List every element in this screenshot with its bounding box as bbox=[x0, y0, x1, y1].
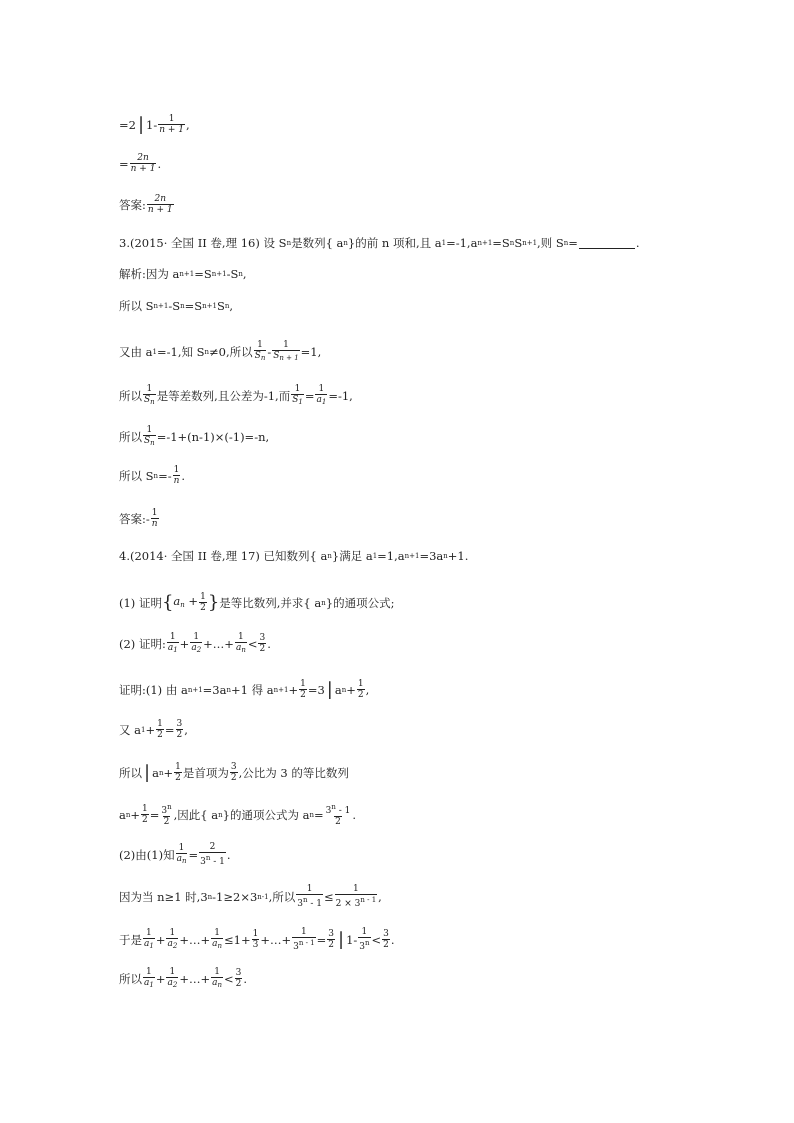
denominator: $a_1$ bbox=[167, 643, 178, 654]
text: =1,a bbox=[377, 549, 405, 563]
denominator: $a_2$ bbox=[167, 978, 178, 989]
therefore-line-4: 所以 S n =- $\frac{1}{n}$ . bbox=[119, 465, 186, 486]
brace: } bbox=[207, 591, 220, 613]
denominator: n bbox=[151, 519, 158, 529]
numerator: 1 bbox=[318, 384, 325, 394]
text: 因为当 n≥1 时,3 bbox=[119, 889, 208, 904]
numerator: 3 bbox=[259, 633, 266, 643]
fraction bbox=[258, 633, 266, 654]
text: + bbox=[346, 682, 356, 697]
text: =-1,知 S bbox=[156, 344, 205, 359]
numerator: 3 bbox=[176, 719, 183, 729]
text: . bbox=[267, 636, 271, 651]
numerator: 2n bbox=[154, 194, 167, 204]
text: a bbox=[119, 807, 126, 822]
text: +1 得 a bbox=[231, 682, 274, 697]
denominator: $S_{n + 1}$ bbox=[273, 351, 299, 362]
text: = bbox=[304, 388, 315, 403]
fraction bbox=[254, 340, 267, 363]
text: =S bbox=[194, 267, 212, 281]
text: = bbox=[313, 807, 324, 822]
eq-line-1 bbox=[119, 114, 190, 135]
text: =S bbox=[492, 236, 510, 250]
text: }满足 a bbox=[331, 549, 373, 563]
text: 是等比数列,并求{ a bbox=[219, 595, 322, 610]
denominator: $2 \times 3^{n - 1}$ bbox=[335, 896, 377, 909]
text: 是首项为 bbox=[182, 765, 229, 780]
therefore-line-1: 所以 S n+1 -S n =S n+1 S n , bbox=[119, 299, 234, 313]
denominator: 3$^n$ - 1 bbox=[200, 854, 225, 867]
denominator: 3 bbox=[252, 940, 259, 950]
answer-label: 答案:- bbox=[119, 511, 150, 526]
text: = bbox=[188, 847, 199, 862]
fraction bbox=[299, 679, 307, 700]
fraction bbox=[190, 632, 202, 655]
numerator: 1 bbox=[146, 928, 152, 938]
fraction bbox=[143, 384, 156, 407]
numerator: 3 bbox=[328, 929, 334, 939]
proof-line-4: a n + $\frac{1}{2}$ = $\frac{3^n}{2}$ ,因此{ a n }的通项公式为 a n = $\frac{3^n - 1}{2}$ . bbox=[119, 803, 357, 827]
question-3: 3.(2015· 全国 II 卷,理 16) 设 S n 是数列{ a n }的前 n 项和,且 a 1 =-1,a n+1 =S n S n+1 ,则 S n = . bbox=[119, 236, 640, 250]
fraction bbox=[235, 968, 243, 989]
bracket: | bbox=[137, 113, 145, 135]
numerator: 1 bbox=[168, 114, 175, 124]
text: , bbox=[365, 682, 370, 697]
answer-label: 答案: bbox=[119, 197, 146, 212]
fraction bbox=[158, 114, 185, 135]
numerator: 2n bbox=[137, 153, 149, 163]
text: -S bbox=[226, 267, 239, 281]
analysis-line: 解析:因为 a n+1 =S n+1 -S n , bbox=[119, 267, 247, 281]
math: $a_n$ + bbox=[173, 593, 199, 609]
denominator: 2 bbox=[200, 603, 206, 613]
text: 是等差数列,且公差为-1,而 bbox=[156, 388, 291, 403]
text: +…+ bbox=[179, 932, 211, 947]
text: +…+ bbox=[179, 971, 211, 986]
fraction bbox=[315, 384, 327, 407]
text: =3 bbox=[307, 682, 325, 697]
text: (1) 证明 bbox=[119, 595, 162, 610]
text: 证明:(1) 由 a bbox=[119, 682, 188, 697]
text: 所以 bbox=[119, 971, 142, 986]
text: ≤ bbox=[324, 889, 334, 904]
text: , bbox=[186, 117, 190, 132]
denominator: $S_n$ bbox=[254, 351, 266, 362]
question-4: 4.(2014· 全国 II 卷,理 17) 已知数列{ a n }满足 a 1 =1,a n+1 =3a n +1. bbox=[119, 549, 469, 563]
proof-line-5 bbox=[119, 842, 231, 867]
text: < bbox=[371, 932, 382, 947]
text: + bbox=[288, 682, 299, 697]
numerator: 3 bbox=[235, 968, 242, 978]
fraction bbox=[160, 802, 172, 827]
fraction bbox=[166, 967, 178, 990]
text: =-1,a bbox=[446, 236, 478, 250]
denominator: $a_n$ bbox=[176, 854, 187, 865]
numerator: 1 bbox=[169, 928, 176, 938]
fraction bbox=[211, 928, 223, 951]
also-line: 又由 a 1 =-1,知 S n ≠0,所以 $\frac{1}{S_n}$ - $\frac{1}{S_{n + 1}}$ =1, bbox=[119, 340, 322, 362]
denominator: n + 1 bbox=[130, 164, 156, 174]
numerator: 1 bbox=[151, 508, 158, 518]
text: . bbox=[226, 847, 231, 862]
denominator: 2 bbox=[235, 979, 242, 989]
text: ,所以 bbox=[268, 889, 296, 904]
proof-line-6: 因为当 n≥1 时,3 n -1≥2×3 n-1 ,所以 $\frac{1}{3^n - 1}$ ≤ $\frac{1}{2 \times 3^{n - 1}}$ , bbox=[119, 884, 382, 909]
fraction bbox=[272, 340, 299, 363]
text: +…+ bbox=[203, 636, 234, 651]
numerator: 1 bbox=[283, 340, 289, 350]
numerator: 1 bbox=[353, 884, 359, 894]
denominator: $a_1$ bbox=[144, 978, 154, 989]
text: . bbox=[352, 807, 357, 822]
text: + bbox=[155, 971, 166, 986]
text: =1, bbox=[300, 344, 322, 359]
numerator: 3 bbox=[230, 762, 237, 772]
fraction bbox=[143, 928, 155, 951]
denominator: 2 bbox=[357, 690, 364, 700]
denominator: 2 bbox=[163, 817, 170, 827]
text: 1- bbox=[346, 932, 358, 947]
fraction bbox=[199, 842, 226, 867]
text: -1≥2×3 bbox=[212, 889, 258, 904]
fraction bbox=[176, 843, 188, 866]
text: . bbox=[243, 971, 248, 986]
text: . bbox=[157, 156, 162, 171]
numerator: 1 bbox=[169, 967, 176, 977]
text: (2) 证明: bbox=[119, 636, 166, 651]
text: }的前 n 项和,且 a bbox=[347, 236, 442, 250]
text: 3.(2015· 全国 II 卷,理 16) 设 S bbox=[119, 236, 287, 250]
numerator: 1 bbox=[146, 967, 152, 977]
text: ≤1+ bbox=[224, 932, 251, 947]
text: 又 a bbox=[119, 722, 142, 737]
fraction bbox=[173, 465, 181, 486]
bracket: | bbox=[326, 678, 333, 700]
text: }的通项公式; bbox=[325, 595, 395, 610]
proof-line-1: 证明:(1) 由 a n+1 =3a n +1 得 a n+1 + $\frac{1}{2}$ =3 | a n + $\frac{1}{2}$ , bbox=[119, 678, 370, 700]
denominator: 3$^n$ bbox=[359, 939, 370, 952]
text: a bbox=[152, 765, 159, 780]
numerator: 1 bbox=[157, 719, 163, 729]
denominator: $a_n$ bbox=[235, 643, 246, 654]
fraction bbox=[167, 632, 179, 655]
text: 4.(2014· 全国 II 卷,理 17) 已知数列{ a bbox=[119, 549, 328, 563]
text: +1. bbox=[447, 549, 469, 563]
numerator: 1 bbox=[306, 884, 313, 894]
numerator: 1 bbox=[146, 384, 153, 394]
numerator: 1 bbox=[257, 340, 263, 350]
text: =3a bbox=[202, 682, 227, 697]
denominator: $a_1$ bbox=[316, 395, 327, 406]
denominator: $a_2$ bbox=[167, 939, 178, 950]
text: . bbox=[635, 236, 640, 250]
denominator: $S_1$ bbox=[292, 395, 303, 406]
text: ,因此{ a bbox=[173, 807, 219, 822]
text: =2 bbox=[119, 117, 136, 132]
text: , bbox=[229, 299, 234, 313]
text: + bbox=[130, 807, 141, 822]
denominator: 2 bbox=[328, 940, 334, 950]
fraction bbox=[357, 679, 365, 700]
numerator: 1 bbox=[200, 592, 206, 602]
numerator: 1 bbox=[193, 632, 200, 642]
denominator: 3$^{n - 1}$ bbox=[293, 939, 315, 952]
denominator: $a_n$ bbox=[212, 978, 222, 989]
numerator: 1 bbox=[169, 632, 176, 642]
text: = bbox=[568, 236, 578, 250]
text: 1- bbox=[146, 117, 158, 132]
text: }的通项公式为 a bbox=[222, 807, 310, 822]
fraction bbox=[174, 762, 182, 783]
numerator: 3 bbox=[383, 929, 389, 939]
text: , bbox=[242, 267, 247, 281]
denominator: $a_1$ bbox=[144, 939, 154, 950]
text: ,公比为 3 的等比数列 bbox=[238, 765, 349, 780]
answer-1 bbox=[119, 194, 175, 215]
text: 所以 S bbox=[119, 468, 154, 483]
denominator: 2 bbox=[259, 644, 266, 654]
fraction bbox=[176, 719, 184, 740]
text: = bbox=[164, 722, 175, 737]
proof-line-2: 又 a 1 + $\frac{1}{2}$ = $\frac{3}{2}$ , bbox=[119, 719, 188, 740]
part-1: (1) 证明 { $a_n$ + $\frac{1}{2}$ } 是等比数列,并求{ a n }的通项公式; bbox=[119, 591, 395, 613]
denominator: 2 bbox=[157, 730, 163, 740]
text: a bbox=[334, 682, 342, 697]
denominator: n bbox=[173, 476, 180, 486]
fraction bbox=[143, 425, 156, 448]
denominator: $S_n$ bbox=[144, 395, 155, 406]
text: - bbox=[267, 344, 272, 359]
denominator: n + 1 bbox=[147, 205, 173, 215]
fraction bbox=[151, 508, 159, 529]
proof-line-3: 所以 | a n + $\frac{1}{2}$ 是首项为 $\frac{3}{2}$ ,公比为 3 的等比数列 bbox=[119, 761, 349, 783]
denominator: 2 bbox=[230, 773, 237, 783]
answer-blank[interactable] bbox=[579, 238, 635, 249]
denominator: 2 bbox=[335, 817, 341, 827]
text: +…+ bbox=[260, 932, 292, 947]
numerator: 1 bbox=[294, 384, 301, 394]
numerator: 1 bbox=[301, 927, 307, 937]
text: + bbox=[155, 932, 166, 947]
text: + bbox=[163, 765, 174, 780]
text: ≠0,所以 bbox=[209, 344, 253, 359]
text: . bbox=[181, 468, 186, 483]
text: S bbox=[514, 236, 523, 250]
denominator: n + 1 bbox=[159, 125, 185, 135]
text: -S bbox=[168, 299, 181, 313]
fraction bbox=[252, 929, 260, 950]
fraction bbox=[292, 927, 316, 952]
numerator: 3$^n$ - 1 bbox=[325, 803, 351, 816]
text: 又由 a bbox=[119, 344, 153, 359]
text: =3a bbox=[419, 549, 444, 563]
numerator: 1 bbox=[146, 425, 153, 435]
numerator: 1 bbox=[252, 929, 259, 939]
denominator: 2 bbox=[383, 940, 389, 950]
fraction bbox=[147, 194, 174, 215]
numerator: 3$^n$ bbox=[161, 803, 172, 816]
numerator: 1 bbox=[173, 465, 180, 475]
fraction bbox=[211, 967, 223, 990]
numerator: 1 bbox=[300, 679, 306, 689]
proof-line-7 bbox=[119, 927, 395, 952]
text: . bbox=[390, 932, 395, 947]
fraction bbox=[358, 927, 370, 952]
text: , bbox=[378, 889, 382, 904]
bracket: | bbox=[338, 928, 345, 950]
numerator: 1 bbox=[238, 632, 244, 642]
text: = bbox=[316, 932, 327, 947]
text: 于是 bbox=[119, 932, 142, 947]
text: S bbox=[217, 299, 225, 313]
text: , bbox=[184, 722, 188, 737]
denominator: 3$^n$ - 1 bbox=[297, 896, 323, 909]
numerator: 1 bbox=[178, 843, 185, 853]
fraction bbox=[382, 929, 390, 950]
eq-line-2 bbox=[119, 153, 161, 174]
text: < bbox=[224, 971, 234, 986]
numerator: 2 bbox=[209, 842, 216, 852]
numerator: 1 bbox=[142, 804, 148, 814]
fraction bbox=[141, 804, 149, 825]
proof-line-8 bbox=[119, 967, 247, 990]
numerator: 1 bbox=[361, 927, 368, 937]
text: + bbox=[145, 722, 156, 737]
numerator: 1 bbox=[214, 928, 220, 938]
bracket: | bbox=[144, 761, 151, 783]
text: =- bbox=[158, 468, 172, 483]
text: 解析:因为 a bbox=[119, 267, 180, 281]
therefore-line-2 bbox=[119, 384, 353, 407]
text: ,则 S bbox=[537, 236, 564, 250]
text: (2)由(1)知 bbox=[119, 847, 175, 862]
text: =-1, bbox=[328, 388, 353, 403]
denominator: 2 bbox=[142, 815, 148, 825]
fraction bbox=[166, 928, 178, 951]
denominator: $a_n$ bbox=[212, 939, 222, 950]
denominator: 2 bbox=[300, 690, 306, 700]
denominator: $S_n$ bbox=[144, 436, 155, 447]
numerator: 1 bbox=[214, 967, 220, 977]
denominator: $a_2$ bbox=[191, 643, 202, 654]
part-2 bbox=[119, 632, 271, 655]
fraction bbox=[143, 967, 155, 990]
text: 所以 S bbox=[119, 299, 154, 313]
fraction bbox=[199, 592, 207, 613]
fraction bbox=[335, 884, 378, 909]
text: 所以 bbox=[119, 429, 142, 444]
numerator: 1 bbox=[357, 679, 364, 689]
text: = bbox=[119, 156, 129, 171]
answer-2 bbox=[119, 508, 160, 529]
denominator: 2 bbox=[175, 773, 181, 783]
text: =-1+(n-1)×(-1)=-n, bbox=[156, 429, 270, 444]
denominator: 2 bbox=[176, 730, 183, 740]
numerator: 1 bbox=[175, 762, 181, 772]
fraction bbox=[235, 632, 247, 655]
text: = bbox=[149, 807, 160, 822]
fraction bbox=[327, 929, 335, 950]
fraction bbox=[230, 762, 238, 783]
fraction bbox=[156, 719, 164, 740]
therefore-line-3 bbox=[119, 425, 269, 448]
text: 所以 bbox=[119, 388, 142, 403]
fraction bbox=[130, 153, 157, 174]
text: + bbox=[179, 636, 190, 651]
text: =S bbox=[184, 299, 203, 313]
fraction bbox=[291, 384, 304, 407]
fraction bbox=[325, 802, 352, 827]
text: < bbox=[247, 636, 258, 651]
text: 所以 bbox=[119, 765, 142, 780]
brace: { bbox=[161, 591, 174, 613]
fraction bbox=[296, 884, 323, 909]
text: 是数列{ a bbox=[291, 236, 344, 250]
